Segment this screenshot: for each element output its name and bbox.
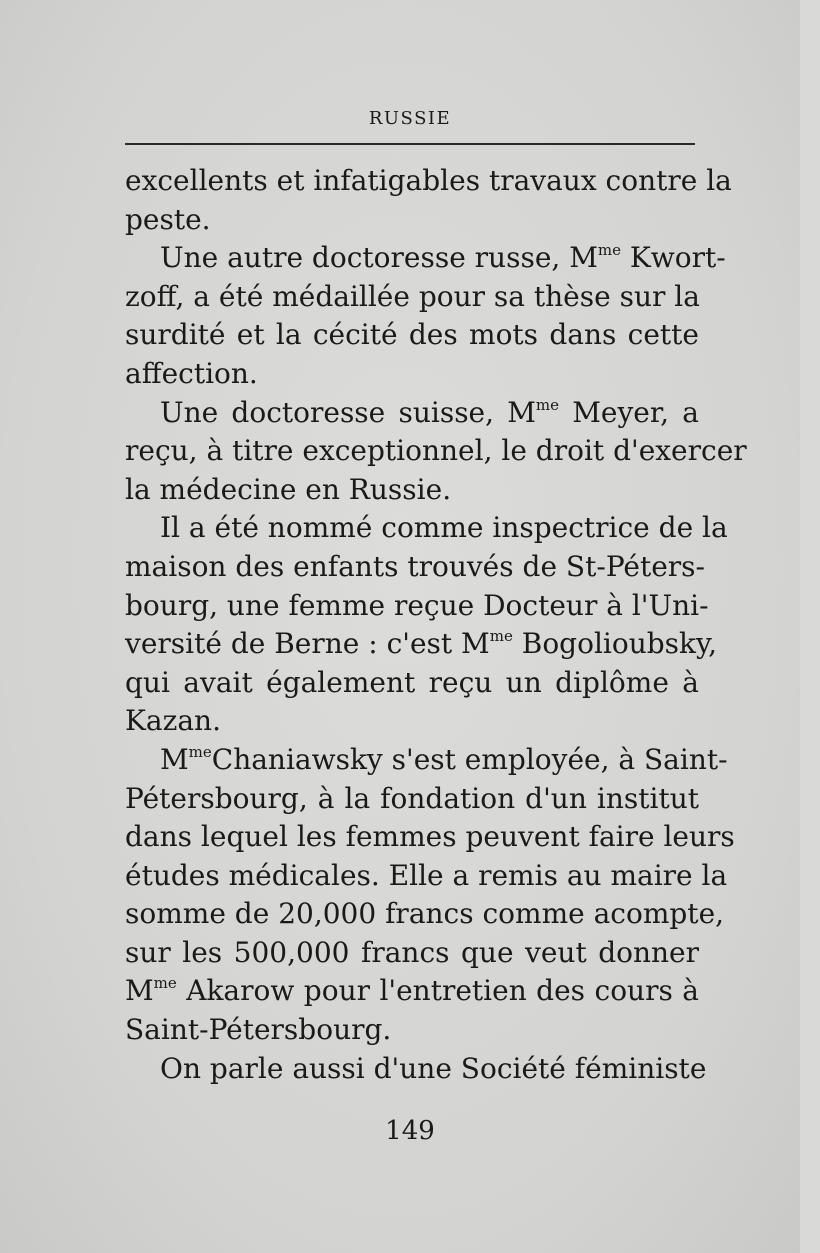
text-line: excellents et infatigables travaux contre la <box>125 164 732 197</box>
text-line: affection. <box>125 356 258 390</box>
text-line: peste. <box>125 202 211 236</box>
text-line: la médecine en Russie. <box>125 472 452 506</box>
page-number: 149 <box>385 1116 435 1146</box>
text-line: somme de 20,000 francs comme acompte, <box>125 897 725 931</box>
text-line: qui avait également reçu un diplôme à <box>125 665 699 699</box>
text-line: dans lequel les femmes peuvent faire leurs <box>125 820 735 854</box>
text-line: Il a été nommé comme inspectrice de la <box>160 511 728 545</box>
superscript: me <box>535 395 560 414</box>
text-line: sur les 500,000 francs que veut donner <box>125 935 699 969</box>
text-line: maison des enfants trouvés de St-Péters- <box>125 549 706 583</box>
text-line: bourg, une femme reçue Docteur à l'Uni- <box>125 588 709 622</box>
superscript: me <box>153 974 177 993</box>
body-text <box>125 162 747 1088</box>
text-line: reçu, à titre exceptionnel, le droit d'exercer <box>125 434 747 468</box>
text-line: Pétersbourg, à la fondation d'un institut <box>125 781 699 815</box>
running-head: RUSSIE <box>368 108 452 129</box>
superscript: me <box>489 627 513 646</box>
text-line: Kazan. <box>125 704 221 738</box>
text-line: versité de Berne : c'est $M^{me}$ Bogolioubsky, <box>125 627 718 661</box>
text-line: études médicales. Elle a remis au maire la <box>125 858 728 892</box>
text-line: surdité et la cécité des mots dans cette <box>125 318 699 352</box>
text-line: Une doctoresse suisse, $M^{me}$ Meyer, a <box>160 395 699 429</box>
text-line: $M^{me}$ Akarow pour l'entretien des cours à <box>125 974 699 1008</box>
header-rule <box>125 143 695 145</box>
superscript: me <box>597 241 621 260</box>
superscript: me <box>188 742 212 761</box>
text-line: Une autre doctoresse russe, $M^{me}$ Kwort- <box>160 241 726 275</box>
text-line: On parle aussi d'une Société féministe <box>160 1051 707 1085</box>
text-line: $M^{me}Chaniawsky$ s'est employée, à Saint- <box>160 742 728 776</box>
text-line: Saint-Pétersbourg. <box>125 1013 392 1047</box>
text-line: zoff, a été médaillée pour sa thèse sur la <box>125 279 700 313</box>
